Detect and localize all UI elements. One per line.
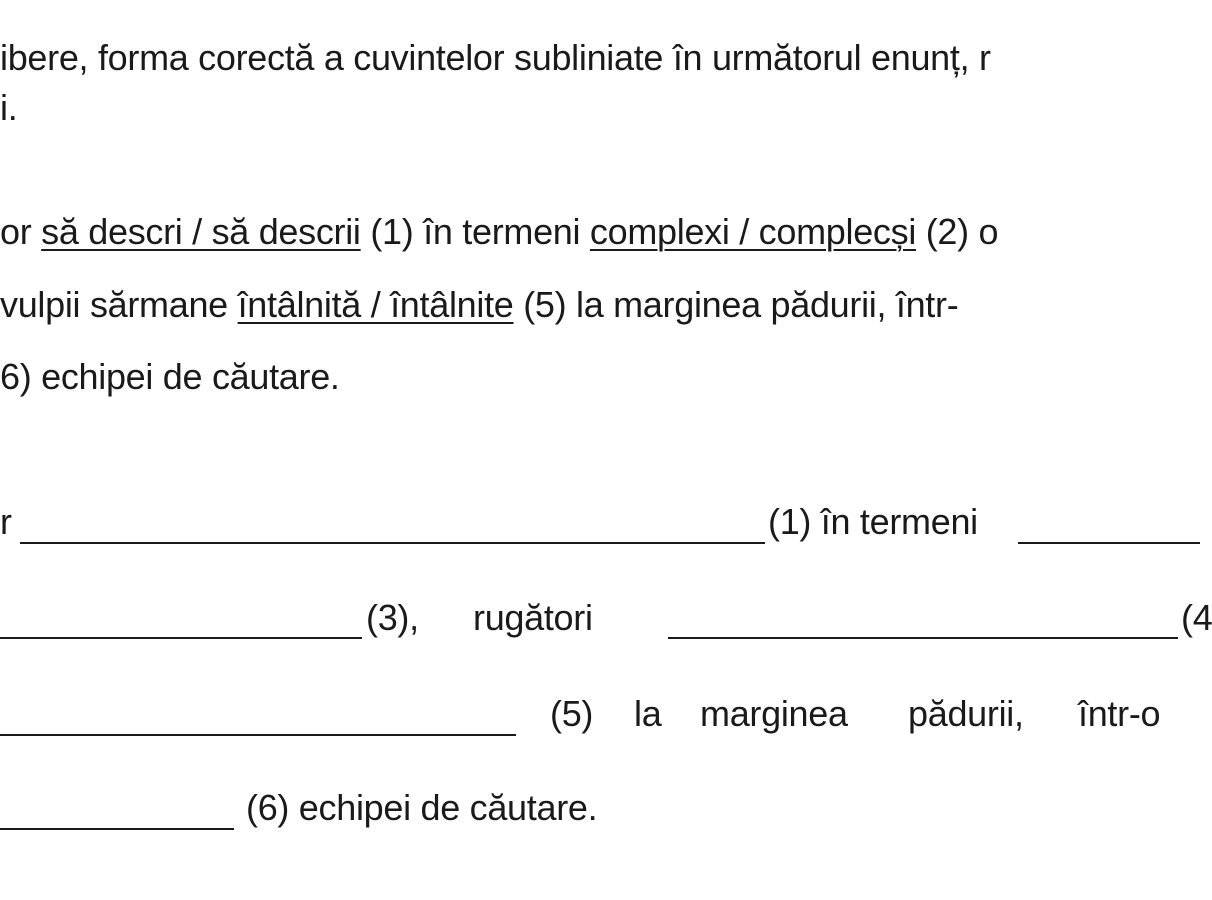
answer-row-2-end: (4: [1181, 597, 1212, 638]
blank-answer-6[interactable]: [0, 828, 234, 830]
blank-answer-5[interactable]: [0, 734, 516, 736]
underlined-option-2: complexi / complecși: [589, 211, 917, 252]
underlined-option-1: să descri / să descrii: [41, 211, 361, 252]
sentence-line-2: [0, 283, 958, 327]
instruction-line-2: i.: [0, 87, 18, 128]
answer-row-2-label: (3),: [366, 597, 419, 638]
blank-answer-2[interactable]: [1018, 542, 1200, 544]
answer-row-4-label: (6) echipei de căutare.: [246, 787, 598, 828]
answer-row-3-word: marginea: [700, 693, 848, 734]
answer-row-3-word: la: [634, 693, 662, 734]
underlined-option-5: întâlnită / întâlnite: [237, 284, 514, 325]
answer-row-1-prefix: r: [0, 501, 12, 542]
answer-row-3-label: (5): [550, 693, 594, 734]
blank-answer-1[interactable]: [20, 542, 765, 544]
sentence-line-1: [0, 210, 998, 254]
answer-row-3-word: pădurii,: [908, 693, 1024, 734]
blank-answer-4[interactable]: [668, 637, 1178, 639]
sentence-fragment: (2) o: [916, 211, 999, 252]
answer-row-3-word: într-o: [1078, 693, 1161, 734]
sentence-fragment: (5) la marginea pădurii, într-: [513, 284, 959, 325]
sentence-fragment: (1) în termeni: [360, 211, 590, 252]
sentence-fragment: or: [0, 211, 42, 252]
sentence-line-3: 6) echipei de căutare.: [0, 356, 340, 397]
blank-answer-3[interactable]: [0, 637, 362, 639]
sentence-fragment: vulpii sărmane: [0, 284, 238, 325]
answer-row-1-label: (1) în termeni: [768, 501, 978, 542]
answer-row-2-word: rugători: [473, 597, 593, 638]
instruction-line-1: ibere, forma corectă a cuvintelor subliniate în următorul enunț, r: [0, 37, 991, 78]
